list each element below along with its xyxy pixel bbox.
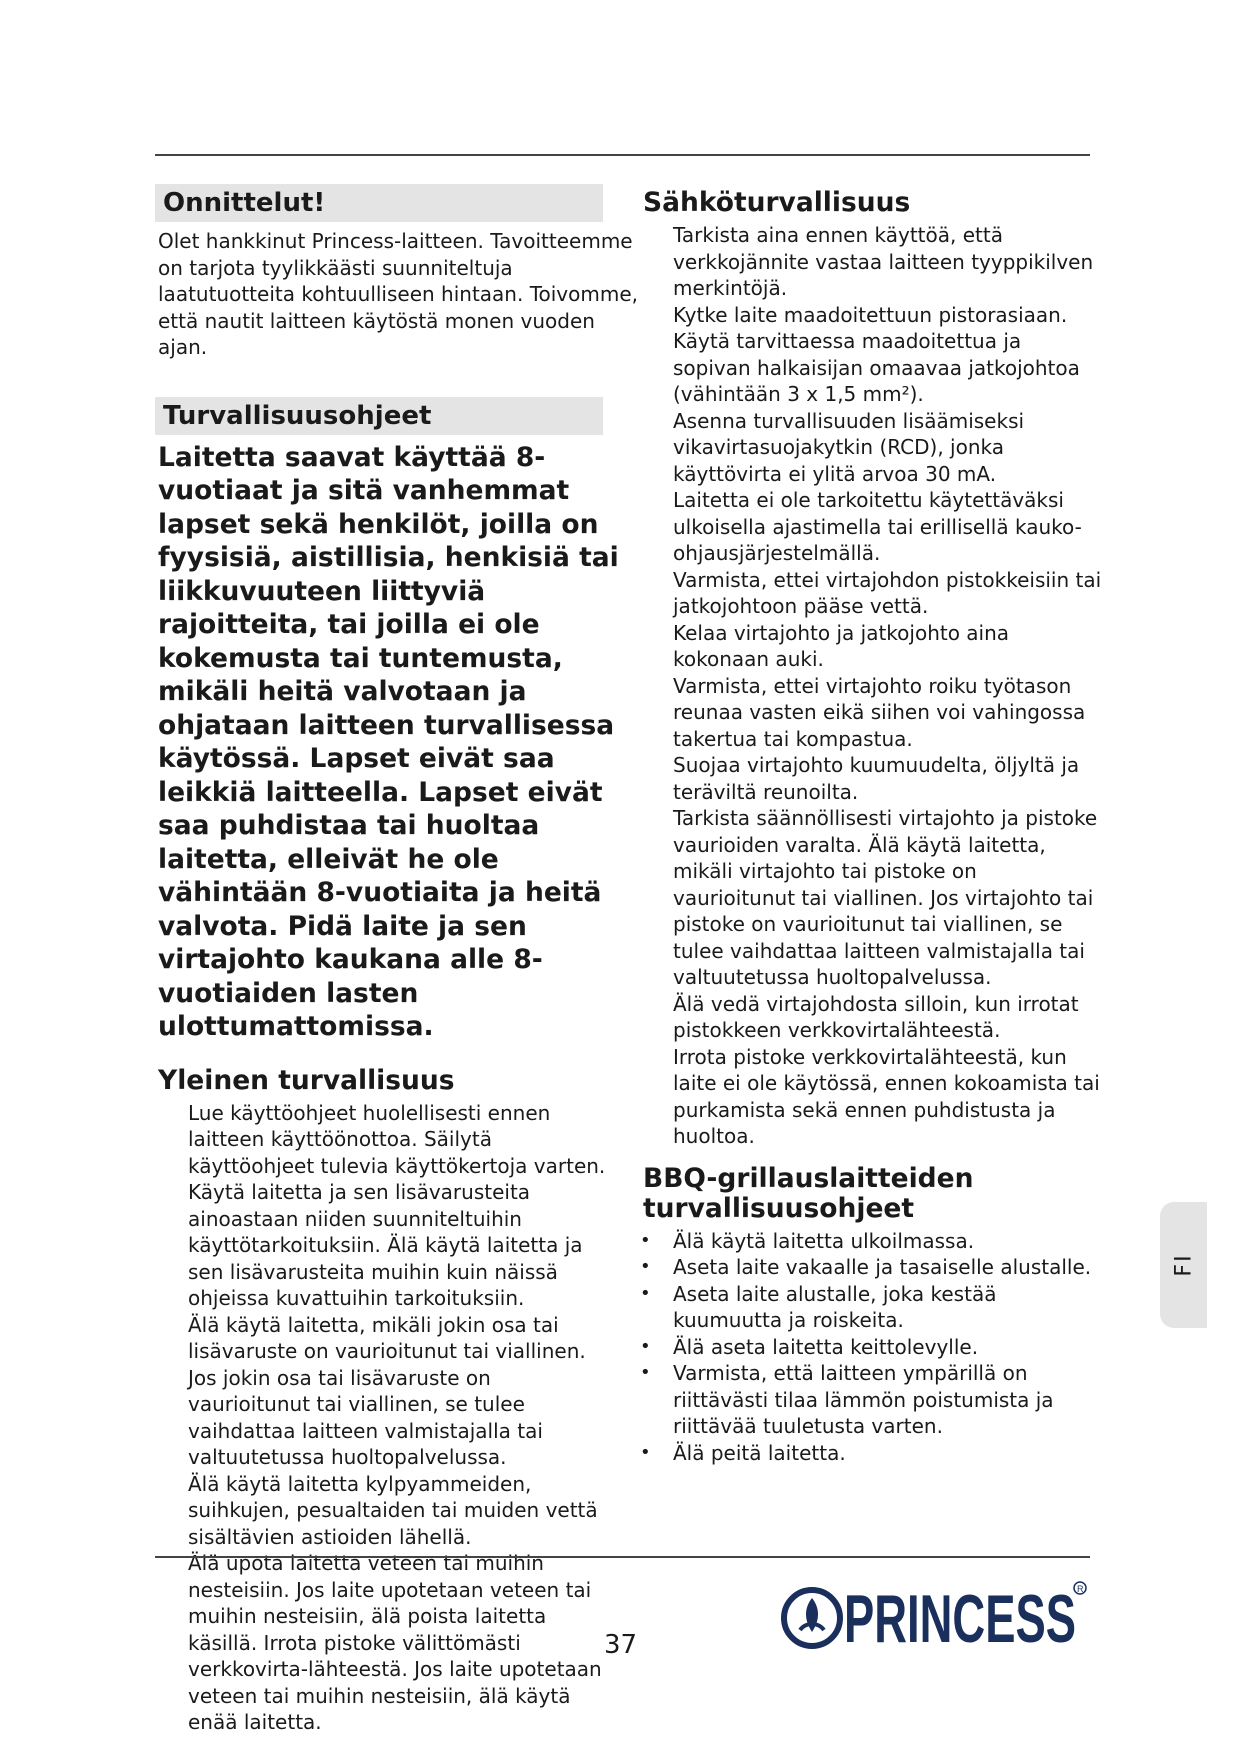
left-column — [155, 184, 650, 1736]
bbq-safety-heading: BBQ-grillauslaitteiden turvallisuusohjeet — [643, 1162, 974, 1224]
bullet-icon: • — [640, 1441, 651, 1463]
brand-text: PRINCESS — [844, 1581, 1076, 1657]
electric-safety-list — [640, 222, 1110, 1150]
bullet-icon: • — [640, 1335, 651, 1357]
list-item: Suojaa virtajohto kuumuudelta, öljyltä ja teräviltä reunoilta. — [673, 753, 1080, 804]
bullet-icon: • — [640, 1282, 651, 1304]
list-item: Irrota pistoke verkkovirtalähteestä, kun laite ei ole käytössä, ennen kokoamista tai purkamista sekä ennen puhdistusta ja huoltoa. — [673, 1044, 1100, 1148]
list-item: Lue käyttöohjeet huolellisesti ennen laitteen käyttöönottoa. Säilytä käyttöohjeet tulevia käyttökertoja varten. — [188, 1100, 606, 1178]
list-item: • Älä peitä laitetta. — [640, 1440, 846, 1465]
language-tab — [1160, 1202, 1207, 1328]
list-item: Kytke laite maadoitettuun pistorasiaan. Käytä tarvittaessa maadoitettua ja sopivan halkaisijan omaavaa jatkojohtoa (vähintään 3 x 1,5 mm²). — [673, 302, 1080, 406]
list-item: Kelaa virtajohto ja jatkojohto aina kokonaan auki. — [673, 620, 1010, 671]
bbq-safety-list — [640, 1228, 1110, 1467]
congrats-heading: Onnittelut! — [155, 184, 603, 222]
safety-bold-text: Laitetta saavat käyttää 8-vuotiaat ja sitä vanhemmat lapset sekä henkilöt, joilla on fyysisiä, aistillisia, henkisiä tai liikkuvuuteen liittyviä rajoitteita, tai joilla ei ole kokemusta tai tuntemusta, mikäli heitä valvotaan ja ohjataan laitteen turvallisessa käytössä. Lapset eivät saa leikkiä laitteella. Lapset eivät saa puhdistaa tai huoltaa laitetta, elleivät he ole vähintään 8-vuotiaita ja heitä valvota. Pidä laite ja sen virtajohto kaukana alle 8-vuotiaiden lasten ulottumattomissa. — [158, 441, 619, 1042]
list-item: Tarkista säännöllisesti virtajohto ja pistoke vaurioiden varalta. Älä käytä laitetta, mikäli virtajohto tai pistoke on vaurioitunut tai viallinen. Jos virtajohto tai pistoke on vaurioitunut tai viallinen, se tulee vaihdattaa laitteen valmistajalla tai valtuutetussa huoltopalvelussa. — [673, 806, 1098, 989]
list-item: Varmista, ettei virtajohto roiku työtason reunaa vasten eikä siihen voi vahingossa takertua tai kompastua. — [673, 673, 1086, 751]
list-item: Älä upota laitetta veteen tai muihin nesteisiin. Jos laite upotetaan veteen tai muihin nesteisiin, älä poista laitetta käsillä. Irrota pistoke välittömästi verkkovirta-lähteestä. Jos laite upotetaan veteen tai muihin nesteisiin, älä käytä enää laitetta. — [188, 1551, 602, 1734]
list-item: Varmista, ettei virtajohdon pistokkeisiin tai jatkojohtoon pääse vettä. — [673, 567, 1102, 618]
list-item: Älä vedä virtajohdosta silloin, kun irrotat pistokkeen verkkovirtalähteestä. — [673, 991, 1079, 1042]
top-rule — [155, 154, 1090, 156]
list-item: Tarkista aina ennen käyttöä, että verkkojännite vastaa laitteen tyyppikilven merkintöjä. — [673, 223, 1094, 300]
general-safety-list — [155, 1100, 650, 1736]
list-item: • Varmista, että laitteen ympärillä on riittävästi tilaa lämmön poistumista ja riittävää tuuletusta varten. — [640, 1361, 1054, 1438]
language-tab-label: FI — [1171, 1253, 1196, 1277]
list-item: Asenna turvallisuuden lisäämiseksi vikavirtasuojakytkin (RCD), jonka käyttövirta ei ylitä arvoa 30 mA. — [673, 408, 1025, 486]
list-item: • Älä käytä laitetta ulkoilmassa. — [640, 1228, 975, 1253]
list-item: Älä käytä laitetta, mikäli jokin osa tai lisävaruste on vaurioitunut tai viallinen. Jos jokin osa tai lisävaruste on vaurioitunut tai viallinen, se tulee vaihdattaa laitteen valmistajalla tai valtuutetussa huoltopalvelussa. — [188, 1312, 586, 1469]
safety-heading: Turvallisuusohjeet — [155, 397, 603, 435]
list-item: • Älä aseta laitetta keittolevylle. — [640, 1334, 979, 1359]
bullet-icon: • — [640, 1229, 651, 1251]
princess-logo — [780, 1576, 1090, 1660]
list-item: Laitetta ei ole tarkoitettu käytettäväksi ulkoisella ajastimella tai erillisellä kauko-ohjausjärjestelmällä. — [673, 488, 1082, 565]
right-column — [640, 184, 1110, 1466]
bullet-icon: • — [640, 1362, 651, 1383]
list-item: Älä käytä laitetta kylpyammeiden, suihkujen, pesualtaiden tai muiden vettä sisältävien astioiden lähellä. — [188, 1471, 598, 1549]
page-number: 37 — [604, 1630, 638, 1660]
general-safety-heading: Yleinen turvallisuus — [158, 1064, 455, 1096]
list-item: • Aseta laite alustalle, joka kestää kuumuutta ja roiskeita. — [640, 1281, 997, 1332]
svg-text:R: R — [1077, 1584, 1084, 1594]
electric-safety-heading: Sähköturvallisuus — [643, 187, 911, 218]
bottom-rule — [155, 1556, 1090, 1558]
list-item: • Aseta laite vakaalle ja tasaiselle alustalle. — [640, 1255, 1092, 1279]
list-item: Käytä laitetta ja sen lisävarusteita ainoastaan niiden suunniteltuihin käyttötarkoituksiin. Älä käytä laitetta ja sen lisävarusteita muihin kuin näissä ohjeissa kuvattuihin tarkoituksiin. — [188, 1180, 583, 1310]
princess-logo-graphic — [780, 1576, 1090, 1660]
bullet-icon: • — [640, 1256, 651, 1277]
congrats-text: Olet hankkinut Princess-laitteen. Tavoitteemme on tarjota tyylikkäästi suunniteltuja laatutuotteita kohtuulliseen hintaan. Toivomme, että nautit laitteen käytöstä monen vuoden ajan. — [158, 229, 639, 359]
